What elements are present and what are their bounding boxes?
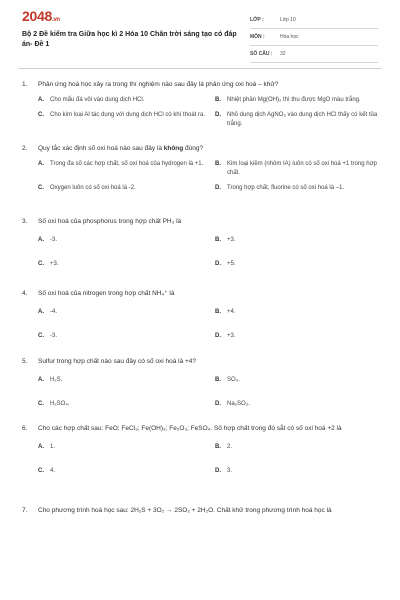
option-letter: D. <box>215 185 221 191</box>
question-text: Phản ứng hoá học xảy ra trong thí nghiệm nào sau đây là phản ứng oxi hoá – khử? <box>38 81 279 88</box>
option-text: +3. <box>227 237 236 243</box>
option-b[interactable] <box>215 308 382 317</box>
option-letter: B. <box>215 309 221 315</box>
option-a[interactable] <box>38 376 205 385</box>
option-letter: B. <box>215 161 221 167</box>
question-5 <box>22 357 382 424</box>
option-text: H₂SO₄. <box>50 401 70 407</box>
question-number: 6. <box>22 425 28 432</box>
question-text <box>38 144 382 154</box>
stem-emphasis: không <box>163 145 184 152</box>
question-stem <box>22 357 382 367</box>
options-grid <box>38 308 382 341</box>
option-letter: B. <box>215 97 221 103</box>
option-a[interactable] <box>38 160 205 178</box>
question-stem <box>22 144 382 154</box>
option-text: Na₂SO₃. <box>227 401 250 407</box>
question-stem <box>22 80 382 90</box>
option-b[interactable] <box>215 160 382 178</box>
question-stem <box>22 289 382 299</box>
stem-part: đúng? <box>183 145 204 152</box>
question-number: 3. <box>22 218 28 225</box>
option-letter: B. <box>215 237 221 243</box>
question-text: Sulfur trong hợp chất nào sau đây có số oxi hoá là +4? <box>38 358 197 365</box>
option-text: -3. <box>50 333 58 339</box>
question-stem <box>22 424 382 434</box>
logo-suffix: .vn <box>51 17 60 23</box>
option-text: -4. <box>50 309 58 315</box>
option-text: 1. <box>50 444 56 450</box>
option-text: Nhiệt phân Mg(OH)₂ thì thu được MgO màu trắng. <box>227 97 361 103</box>
options-grid <box>38 443 382 476</box>
question-text: Cho phương trình hoá học sau: 2H₂S + 3O₂ → 2SO₂ + 2H₂O. Chất khử trong phương trình hoá học là <box>38 507 332 514</box>
question-stem <box>22 506 382 516</box>
option-c[interactable] <box>38 467 205 476</box>
meta-value: Lớp 10 <box>280 17 296 23</box>
meta-key: LỚP : <box>250 17 264 23</box>
question-3 <box>22 217 382 289</box>
option-a[interactable] <box>38 308 205 317</box>
option-d[interactable] <box>215 467 382 476</box>
question-4 <box>22 289 382 357</box>
option-letter: A. <box>38 444 44 450</box>
option-letter: C. <box>38 112 44 118</box>
meta-key: MÔN : <box>250 34 265 40</box>
meta-value: Hóa học <box>280 34 299 40</box>
option-d[interactable] <box>215 260 382 269</box>
option-letter: B. <box>215 444 221 450</box>
option-text: Kim loại kiềm (nhóm IA) luôn có số oxi hoá +1 trong hợp chất. <box>227 161 377 176</box>
document-header <box>0 0 400 62</box>
options-grid <box>38 160 382 193</box>
question-list <box>22 80 382 516</box>
option-d[interactable] <box>215 184 382 193</box>
option-letter: D. <box>215 401 221 407</box>
option-c[interactable] <box>38 400 205 409</box>
options-grid <box>38 96 382 129</box>
option-text: +3. <box>50 261 59 267</box>
option-text: 4. <box>50 468 56 474</box>
stem-part: Quy tắc xác định số oxi hoá nào sau đây là <box>38 145 164 152</box>
document-title: Bộ 2 Đề kiểm tra Giữa học kì 2 Hóa 10 Chân trời sáng tạo có đáp án- Đề 1 <box>22 31 237 48</box>
option-letter: A. <box>38 309 44 315</box>
question-number: 4. <box>22 290 28 297</box>
option-text: SO₃. <box>227 377 240 383</box>
site-logo[interactable] <box>22 8 60 24</box>
question-text: Số oxi hoá của nitrogen trong hợp chất NH₄⁺ là <box>38 290 175 297</box>
option-text: Trong đa số các hợp chất, số oxi hoá của hydrogen là +1. <box>50 161 204 167</box>
option-text: Cho mẩu đá vôi vào dung dịch HCl. <box>50 97 145 103</box>
option-text: Nhỏ dung dịch AgNO₃ vào dung dịch HCl thấy có kết tủa trắng. <box>227 112 378 127</box>
option-text: +4. <box>227 309 236 315</box>
question-stem <box>22 217 382 227</box>
option-b[interactable] <box>215 443 382 452</box>
option-a[interactable] <box>38 236 205 245</box>
meta-info-box <box>250 12 378 63</box>
meta-key: SỐ CÂU : <box>250 51 273 57</box>
option-c[interactable] <box>38 111 205 129</box>
options-grid <box>38 376 382 409</box>
option-letter: A. <box>38 161 44 167</box>
question-number: 2. <box>22 145 28 152</box>
option-d[interactable] <box>215 400 382 409</box>
question-text: Số oxi hoá của phosphorus trong hợp chất PH₃ là <box>38 218 182 225</box>
option-text: +5. <box>227 261 236 267</box>
option-c[interactable] <box>38 184 205 193</box>
option-letter: A. <box>38 377 44 383</box>
logo-text: 2048 <box>22 8 52 24</box>
question-number: 7. <box>22 507 28 514</box>
question-text: Cho các hợp chất sau: FeO; FeCl₃; Fe(OH)₃; Fe₂O₃; FeSO₄. Số hợp chất trong đó sắt có số oxi hoá +2 là <box>38 425 342 432</box>
option-text: Cho kim loại Al tác dụng với dung dịch HCl có khí thoát ra. <box>50 112 206 118</box>
option-letter: C. <box>38 468 44 474</box>
option-d[interactable] <box>215 111 382 129</box>
option-a[interactable] <box>38 443 205 452</box>
header-divider <box>18 68 382 69</box>
option-letter: D. <box>215 333 221 339</box>
option-b[interactable] <box>215 236 382 245</box>
option-a[interactable] <box>38 96 205 105</box>
meta-row-question-count <box>250 46 378 63</box>
meta-value: 32 <box>280 51 286 57</box>
option-letter: B. <box>215 377 221 383</box>
meta-row-class <box>250 12 378 29</box>
option-d[interactable] <box>215 332 382 341</box>
option-text: Trong hợp chất, fluorine có số oxi hoá là –1. <box>227 185 345 191</box>
option-text: -3. <box>50 237 58 243</box>
option-letter: C. <box>38 261 44 267</box>
option-text: 3. <box>227 468 233 474</box>
option-text: +3. <box>227 333 236 339</box>
option-letter: A. <box>38 237 44 243</box>
option-b[interactable] <box>215 376 382 385</box>
option-letter: D. <box>215 468 221 474</box>
meta-row-subject <box>250 29 378 46</box>
question-6 <box>22 424 382 506</box>
option-text: Oxygen luôn có số oxi hoá là -2. <box>50 185 136 191</box>
option-letter: A. <box>38 97 44 103</box>
option-letter: C. <box>38 333 44 339</box>
question-7 <box>22 506 382 516</box>
option-letter: C. <box>38 401 44 407</box>
option-text: 2. <box>227 444 233 450</box>
option-c[interactable] <box>38 260 205 269</box>
option-b[interactable] <box>215 96 382 105</box>
option-c[interactable] <box>38 332 205 341</box>
question-number: 1. <box>22 81 28 88</box>
option-letter: C. <box>38 185 44 191</box>
question-1 <box>22 80 382 144</box>
option-text: H₂S. <box>50 377 63 383</box>
options-grid <box>38 236 382 269</box>
option-letter: D. <box>215 261 221 267</box>
question-2 <box>22 144 382 217</box>
question-number: 5. <box>22 358 28 365</box>
option-letter: D. <box>215 112 221 118</box>
